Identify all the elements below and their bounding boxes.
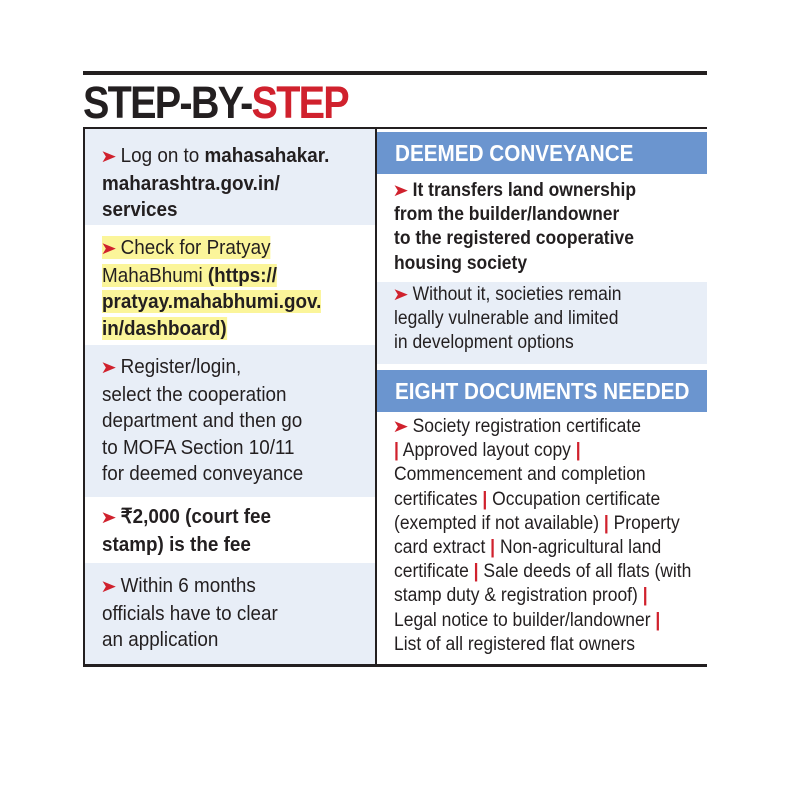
documents-line-5: (exempted if not available) | Property [394, 512, 680, 534]
red-arrow-icon: ➤ [100, 508, 117, 527]
deemed-point-2-line-2: legally vulnerable and limited [394, 308, 619, 330]
step-3-line-4: to MOFA Section 10/11 [102, 435, 295, 459]
red-arrow-icon: ➤ [392, 417, 409, 436]
step-4-line-1: ➤ ₹2,000 (court fee [102, 504, 271, 532]
deemed-point-2-line-3: in development options [394, 332, 574, 354]
title-part-black: STEP-BY- [83, 77, 252, 128]
deemed-point-1-line-4: housing society [394, 252, 528, 274]
title-part-red: STEP [251, 77, 348, 128]
step-2-line-1: ➤ Check for Pratyay [102, 235, 321, 263]
deemed-conveyance-header: DEEMED CONVEYANCE [377, 132, 707, 174]
step-3-line-2: select the cooperation [102, 382, 287, 406]
page-title [83, 78, 348, 128]
step-1-line-3: services [102, 198, 178, 221]
documents-line-10: List of all registered flat owners [394, 633, 635, 655]
top-rule [83, 71, 707, 75]
step-5-line-2: officials have to clear [102, 601, 278, 625]
step-2-line-2: MahaBhumi (https:// [102, 263, 278, 287]
step-3-line-1: ➤ Register/login, [102, 354, 303, 382]
step-5-line-1: ➤ Within 6 months [102, 573, 278, 601]
red-arrow-icon: ➤ [100, 147, 117, 166]
red-arrow-icon: ➤ [100, 358, 117, 377]
step-3-line-5: for deemed conveyance [102, 462, 304, 485]
red-arrow-icon: ➤ [392, 181, 409, 200]
eight-documents-header: EIGHT DOCUMENTS NEEDED [377, 370, 707, 412]
documents-line-4: certificates | Occupation certificate [394, 488, 661, 510]
column-divider [375, 127, 377, 667]
red-arrow-icon: ➤ [100, 577, 117, 596]
documents-line-9: Legal notice to builder/landowner | [394, 609, 661, 631]
deemed-point-1-line-2: from the builder/landowner [394, 204, 620, 226]
red-arrow-icon: ➤ [100, 239, 117, 258]
documents-line-2: | Approved layout copy | [394, 440, 581, 462]
red-arrow-icon: ➤ [392, 285, 409, 304]
deemed-point-1-line-1: ➤ It transfers land ownership [394, 179, 636, 203]
step-2-line-4: in/dashboard) [102, 316, 227, 340]
step-5-line-3: an application [102, 628, 219, 651]
step-4-line-2: stamp) is the fee [102, 532, 251, 556]
documents-line-1: ➤ Society registration certificate [394, 415, 691, 439]
deemed-point-1-line-3: to the registered cooperative [394, 228, 634, 250]
deemed-point-2-line-1: ➤ Without it, societies remain [394, 283, 621, 307]
step-3-line-3: department and then go [102, 409, 303, 432]
step-2-line-3: pratyay.mahabhumi.gov. [102, 290, 322, 313]
step-1-line-2: maharashtra.gov.in/ [102, 171, 280, 195]
documents-line-8: stamp duty & registration proof) | [394, 585, 648, 607]
table-frame [83, 127, 707, 667]
documents-line-6: card extract | Non-agricultural land [394, 537, 662, 559]
documents-line-3: Commencement and completion [394, 464, 646, 486]
step-1-line-1: ➤ Log on to mahasahakar. [102, 143, 329, 171]
documents-line-7: certificate | Sale deeds of all flats (with [394, 561, 692, 583]
